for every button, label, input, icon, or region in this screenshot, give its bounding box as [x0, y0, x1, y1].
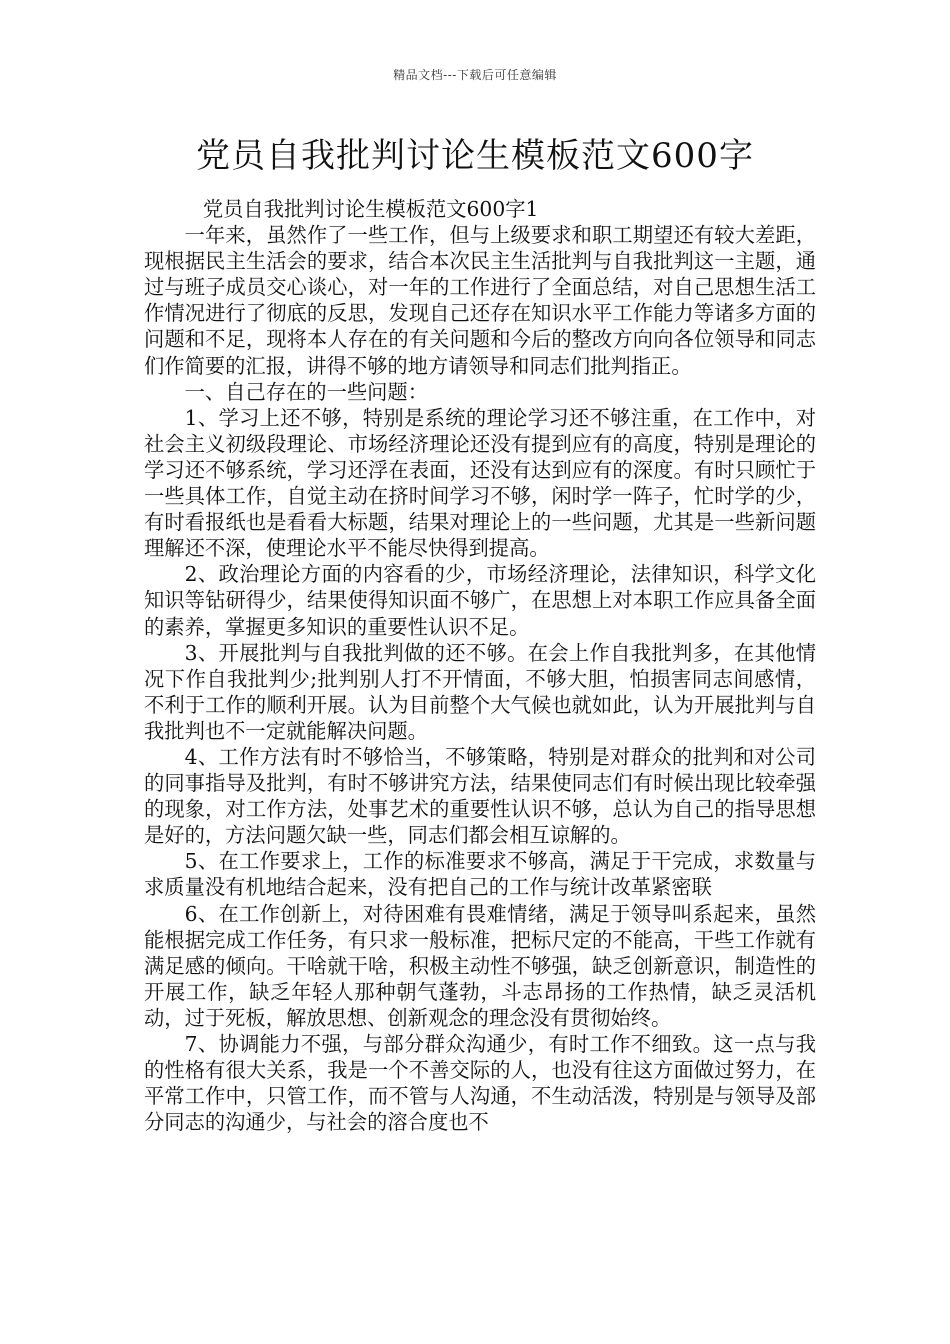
paragraph-item-7: 7、协调能力不强，与部分群众沟通少，有时工作不细致。这一点与我的性格有很大关系，我是一个不善交际的人，也没有往这方面做过努力，在平常工作中，只管工作，而不管与人沟通，不生动活泼，特别是与领导及部分同志的沟通少，与社会的溶合度也不	[144, 1032, 816, 1135]
paragraph-item-6: 6、在工作创新上，对待困难有畏难情绪，满足于领导叫系起来，虽然能根据完成工作任务，有只求一般标准，把标尺定的不能高，干些工作就有满足感的倾向。干啥就干啥，积极主动性不够强，缺乏创新意识，制造性的开展工作，缺乏年轻人那种朝气蓬勃，斗志昂扬的工作热情，缺乏灵活机动，过于死板，解放思想、创新观念的理念没有贯彻始终。	[144, 901, 816, 1030]
section-heading: 一、自己存在的一些问题：	[184, 379, 428, 404]
paragraph-item-3: 3、开展批判与自我批判做的还不够。在会上作自我批判多，在其他情况下作自我批判少;批判别人打不开情面，不够大胆，怕损害同志间感情，不利于工作的顺利开展。认为目前整个大气候也就如此，认为开展批判与自我批判也不一定就能解决问题。	[144, 640, 816, 743]
paragraph-item-5: 5、在工作要求上，工作的标准要求不够高，满足于干完成，求数量与求质量没有机地结合起来，没有把自己的工作与统计改革紧密联	[144, 849, 816, 900]
paragraph-item-4: 4、工作方法有时不够恰当，不够策略，特别是对群众的批判和对公司的同事指导及批判，有时不够讲究方法，结果使同志们有时候出现比较牵强的现象，对工作方法，处事艺术的重要性认识不够，总认为自己的指导思想是好的，方法问题欠缺一些，同志们都会相互谅解的。	[144, 744, 816, 848]
section-subtitle: 党员自我批判讨论生模板范文600字1	[202, 197, 539, 221]
document-title: 党员自我批判讨论生模板范文600字	[196, 136, 754, 176]
document-body	[144, 196, 816, 1135]
paragraph-item-2: 2、政治理论方面的内容看的少，市场经济理论，法律知识，科学文化知识等钻研得少，结果使得知识面不够广，在思想上对本职工作应具备全面的素养，掌握更多知识的重要性认识不足。	[144, 562, 816, 639]
header-note: 精品文档---下载后可任意编辑	[393, 68, 557, 82]
paragraph-item-1: 1、学习上还不够，特别是系统的理论学习还不够注重，在工作中，对社会主义初级段理论、市场经济理论还没有提到应有的高度，特别是理论的学习还不够系统，学习还浮在表面，还没有达到应有的深度。有时只顾忙于一些具体工作，自觉主动在挤时间学习不够，闲时学一阵子，忙时学的少，有时看报纸也是看看大标题，结果对理论上的一些问题，尤其是一些新问题理解还不深，使理论水平不能尽快得到提高。	[144, 405, 816, 561]
paragraph-intro: 一年来，虽然作了一些工作，但与上级要求和职工期望还有较大差距，现根据民主生活会的要求，结合本次民主生活批判与自我批判这一主题，通过与班子成员交心谈心，对一年的工作进行了全面总结，对自己思想生活工作情况进行了彻底的反思，发现自己还存在知识水平工作能力等诸多方面的问题和不足，现将本人存在的有关问题和今后的整改方向向各位领导和同志们作简要的汇报，讲得不够的地方请领导和同志们批判指正。	[144, 223, 816, 378]
